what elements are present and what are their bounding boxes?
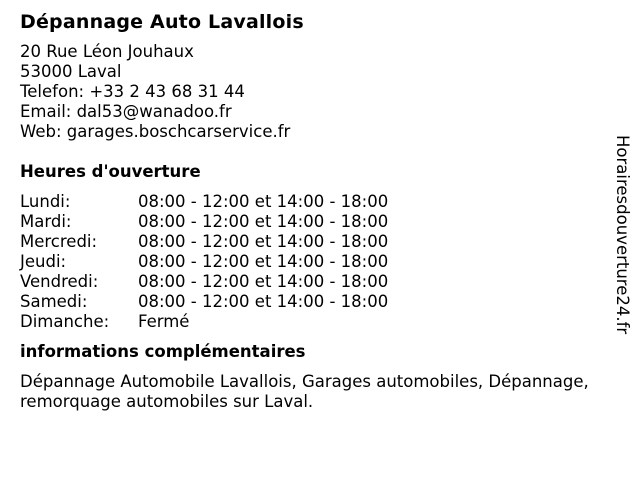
day-label: Mercredi:: [20, 232, 98, 251]
day-hours: 08:00 - 12:00 et 14:00 - 18:00: [138, 212, 389, 231]
city-postcode: 53000 Laval: [20, 62, 122, 81]
hours-row-lundi: [20, 192, 610, 212]
hours-row-mercredi: [20, 232, 610, 252]
phone-number[interactable]: Telefon: +33 2 43 68 31 44: [20, 82, 245, 101]
day-label: Mardi:: [20, 212, 72, 231]
info-heading: informations complémentaires: [20, 342, 306, 361]
day-label: Vendredi:: [20, 272, 99, 291]
business-card: [20, 8, 610, 412]
day-hours: 08:00 - 12:00 et 14:00 - 18:00: [138, 232, 389, 251]
hours-row-mardi: [20, 212, 610, 232]
hours-row-vendredi: [20, 272, 610, 292]
hours-row-samedi: [20, 292, 610, 312]
day-hours: 08:00 - 12:00 et 14:00 - 18:00: [138, 292, 389, 311]
street-address: 20 Rue Léon Jouhaux: [20, 42, 194, 61]
day-label: Dimanche:: [20, 312, 110, 331]
contact-block: [20, 42, 610, 142]
day-label: Jeudi:: [20, 252, 67, 271]
business-name: Dépannage Auto Lavallois: [20, 11, 304, 33]
day-label: Samedi:: [20, 292, 88, 311]
hours-row-dimanche: [20, 312, 610, 332]
day-label: Lundi:: [20, 192, 71, 211]
info-description: Dépannage Automobile Lavallois, Garages automobiles, Dépannage, remorquage automobiles sur Laval.: [20, 372, 589, 411]
day-hours: 08:00 - 12:00 et 14:00 - 18:00: [138, 272, 389, 291]
site-watermark: Horairesdouverture24.fr: [613, 135, 632, 335]
opening-hours-table: [20, 192, 610, 332]
day-hours: 08:00 - 12:00 et 14:00 - 18:00: [138, 252, 389, 271]
hours-row-jeudi: [20, 252, 610, 272]
hours-heading: Heures d'ouverture: [20, 162, 201, 181]
day-hours: 08:00 - 12:00 et 14:00 - 18:00: [138, 192, 389, 211]
day-hours: Fermé: [138, 312, 190, 331]
website-link[interactable]: Web: garages.boschcarservice.fr: [20, 122, 291, 141]
email-address[interactable]: Email: dal53@wanadoo.fr: [20, 102, 232, 121]
